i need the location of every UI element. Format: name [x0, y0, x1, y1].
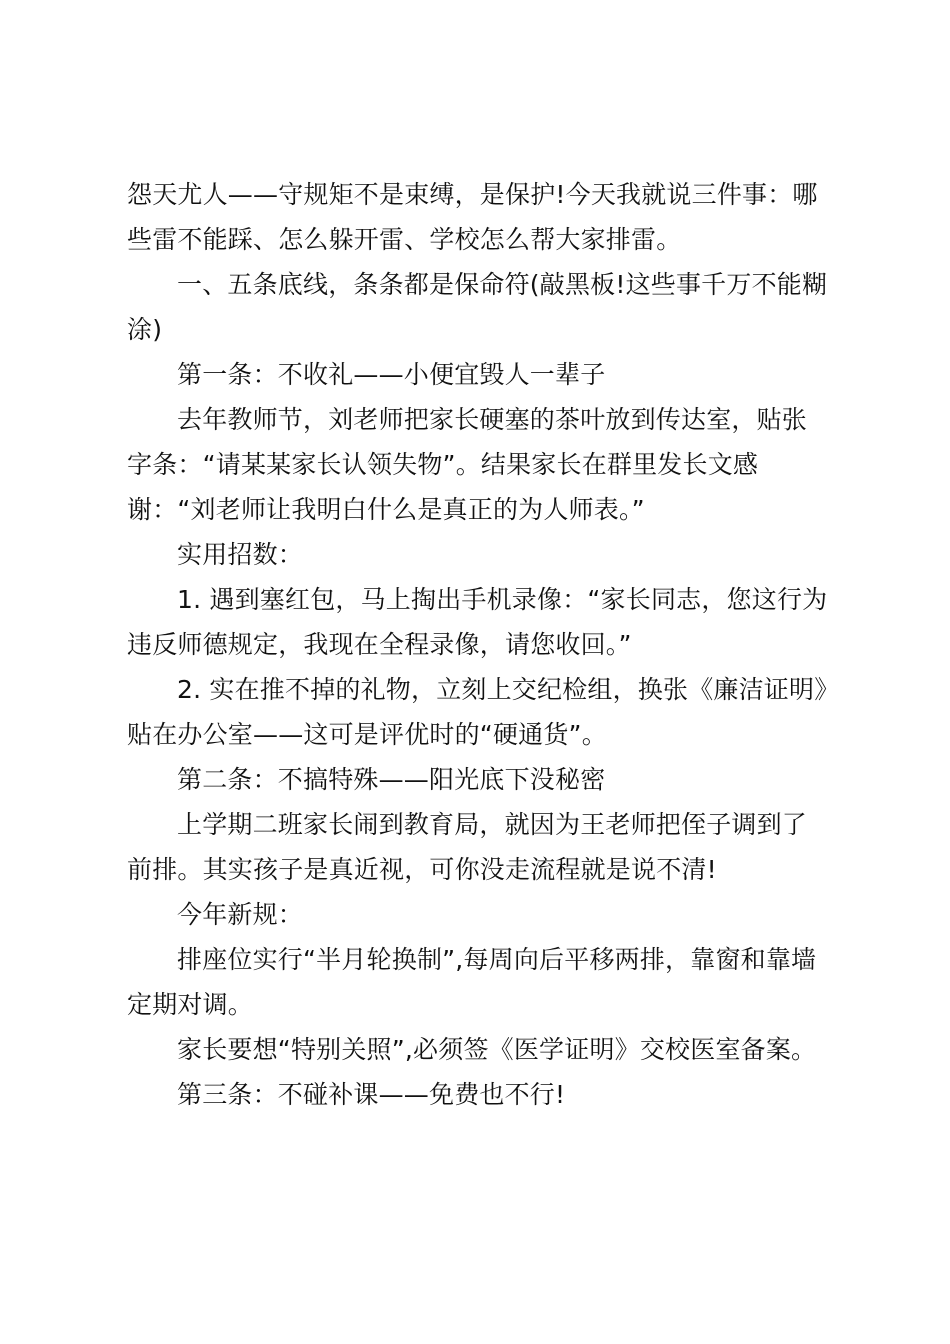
text-line: 谢：“刘老师让我明白什么是真正的为人师表。”: [127, 495, 645, 524]
list-item: 1. 遇到塞红包，马上掏出手机录像：“家长同志，您这行为: [177, 585, 828, 614]
rule-heading: 第一条：不收礼——小便宜毁人一辈子: [177, 360, 606, 389]
text-line: 排座位实行“半月轮换制”,每周向后平移两排，靠窗和靠墙: [177, 945, 817, 974]
text-line: 定期对调。: [127, 990, 254, 1019]
text-line: 前排。其实孩子是真近视，可你没走流程就是说不清!: [127, 855, 717, 884]
text-line: 涂): [127, 315, 163, 344]
list-item: 2. 实在推不掉的礼物，立刻上交纪检组，换张《廉洁证明》: [177, 675, 840, 704]
text-line: 怨天尤人——守规矩不是束缚，是保护!今天我就说三件事：哪: [127, 180, 818, 209]
text-line: 字条：“请某某家长认领失物”。结果家长在群里发长文感: [127, 450, 759, 479]
text-line: 上学期二班家长闹到教育局，就因为王老师把侄子调到了: [177, 810, 808, 839]
rule-heading: 第三条：不碰补课——免费也不行!: [177, 1080, 566, 1109]
text-line: 去年教师节，刘老师把家长硬塞的茶叶放到传达室，贴张: [177, 405, 808, 434]
text-line: 些雷不能踩、怎么躲开雷、学校怎么帮大家排雷。: [127, 225, 682, 254]
text-line: 贴在办公室——这可是评优时的“硬通货”。: [127, 720, 607, 749]
text-line: 违反师德规定，我现在全程录像，请您收回。”: [127, 630, 632, 659]
subheading: 今年新规：: [177, 900, 304, 929]
text-line: 家长要想“特别关照”,必须签《医学证明》交校医室备案。: [177, 1035, 817, 1064]
section-heading: 一、五条底线，条条都是保命符(敲黑板!这些事千万不能糊: [177, 270, 828, 299]
rule-heading: 第二条：不搞特殊——阳光底下没秘密: [177, 765, 606, 794]
subheading: 实用招数：: [177, 540, 304, 569]
